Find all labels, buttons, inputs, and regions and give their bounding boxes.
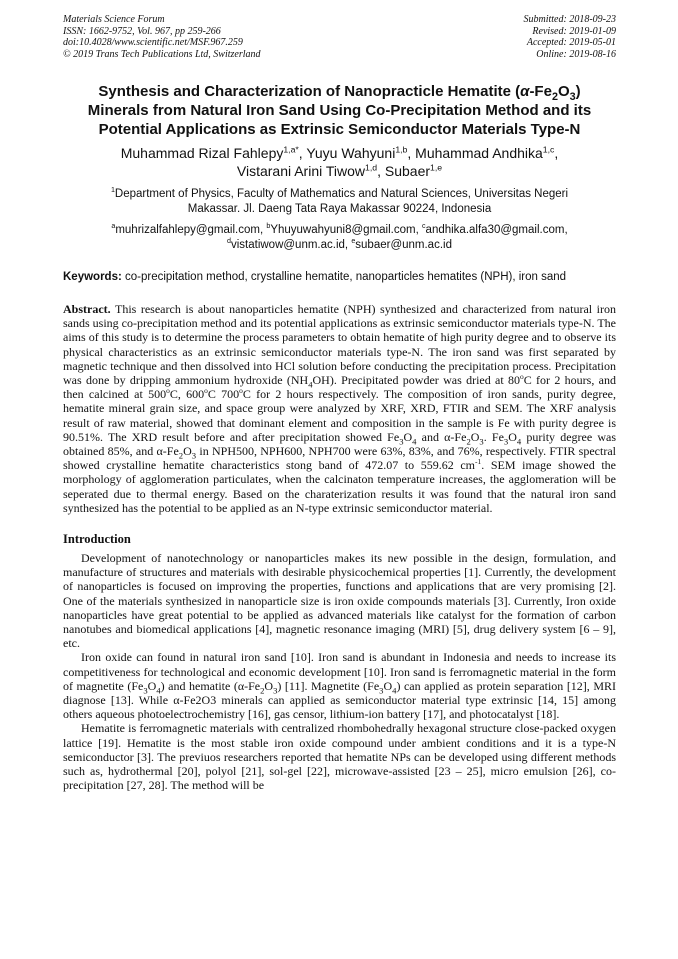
email-address: vistatiwow@unm.ac.id (230, 238, 345, 251)
keywords-text: co-precipitation method, crystalline hematite, nanoparticles hematites (NPH), iron sand (121, 271, 567, 283)
title-line-1: Synthesis and Characterization of Nanopracticle Hematite $(\alpha-Fe_2O_3)$ (98, 83, 581, 103)
keywords-label: Keywords: (63, 271, 122, 283)
journal-name: Materials Science Forum (63, 14, 165, 25)
intro-paragraph-3: Hematite is ferromagnetic materials with centralized rhombohedrally hexagonal structure close-packed oxygen lattice [19]. Hematite is the most stable iron oxide compound under ambient conditions and it is a type-N semiconductor [3]. The previuos researchers reported that hematite NPs can be developed using different methods such as, hydrothermal [20], polyol [21], sol-gel [22], microwave-assisted [23 – 25], micro emulsion [26], co-precipitation [27, 28]. The method will be (63, 721, 616, 793)
journal-copyright: © 2019 Trans Tech Publications Ltd, Switzerland (63, 48, 261, 60)
email-address: muhrizalfahlepy@gmail.com (115, 224, 260, 236)
abstract: Abstract. This research is about nanoparticles hematite (NPH) synthesized and characterized from natural iron sands using co-precipitation method and its potential applications as extrinsic semiconductor materials type-N. The aims of this study is to determine the process parameters to obtain hematite of high purity degree and to observe its physical characteristics as an extrinsic semiconductor materials type-N. The iron sand was first separated by magnetic technique and then dissolved into HCl solution before conducting the precipitation process. Precipitation was done by dripping ammonium hydroxide $(NH_4OH)$. Precipitated powder was dried at 80$^o$C for 2 hours, and then calcined at 500$^o$C, 600$^o$C 700$^o$C for 2 hours respectively. The composition of iron sands, purity degree, hematite mineral grain size, and space group were analyzed by XRF, XRD, FTIR and SEM. The XRF analysis result of raw material, showed that dominant element and composition in the sample is Fe with purity degree is 90.51%. The XRD result before and after precipitation showed $Fe_3O_4$ and $\alpha-Fe_2O_3$. $Fe_3O_4$ purity degree was obtained 85%, and $\alpha-Fe_2O_3$ in NPH500, NPH600, NPH700 were 63%, 83%, and 76%, respectively. FTIR spectral showed crystalline hematite characteristics stong band of 472.07 to 559.62 $cm^{-1}$. SEM image showed the morphology of agglomeration particulates, when the calcinaton temperature increases, the agglomeration will be seperated due to thermal energy. Based on the charaterization results it was found that the natural iron sand synthesized has the potential to be applied as an N-type extrinsic semiconductor material. (63, 302, 617, 515)
journal-header (63, 14, 616, 60)
author-name: Vistarani Arini Tiwow (236, 163, 366, 179)
author-name: Subaer (384, 163, 431, 179)
email-list: $^a$muhrizalfahlepy@gmail.com, $^b$Yhuyuwahyuni8@gmail.com, $^c$andhika.alfa30@gmail.com, $^d$vistatiwow@unm.ac.id, $^e$subaer@unm.ac.id (111, 222, 568, 251)
journal-doi: doi:10.4028/www.scientific.net/MSF.967.259 (63, 37, 243, 48)
affiliation: $^1$Department of Physics, Faculty of Mathematics and Natural Sciences, Universitas Negeri Makassar. Jl. Daeng Tata Raya Makassar 90224, Indonesia (110, 186, 569, 215)
email-address: andhika.alfa30@gmail.com (425, 224, 565, 236)
date-submitted: Submitted: 2018-09-23 (523, 14, 616, 25)
author-name: Muhammad Rizal Fahlepy (120, 145, 284, 161)
submission-dates (524, 14, 617, 60)
title-line-2: Minerals from Natural Iron Sand Using Co-Precipitation Method and its (87, 102, 592, 119)
date-online: Online: 2019-08-16 (536, 48, 616, 60)
abstract-label: Abstract. (63, 302, 111, 316)
keywords (63, 270, 616, 284)
author-name: Yuyu Wahyuni (306, 145, 396, 161)
email-address: Yhuyuwahyuni8@gmail.com (270, 224, 416, 236)
title-line-3: Potential Applications as Extrinsic Semiconductor Materials Type-N (98, 121, 581, 138)
section-heading-introduction: Introduction (63, 532, 131, 547)
paper-title (63, 82, 616, 139)
date-accepted: Accepted: 2019-05-01 (526, 37, 616, 48)
journal-issn: ISSN: 1662-9752, Vol. 967, pp 259-266 (63, 25, 221, 37)
intro-paragraph-1: Development of nanotechnology or nanoparticles makes its new possible in the design, formulation, and manufacture of structures and materials with desirable physicochemical properties [1]. Currently, the development of nanoparticles is focused on improving the properties, functions and applications that are very promising [2]. One of the materials synthesized in nanoparticle size is iron oxide compounds materials [3]. Currently, Iron oxide nanoparticles have great potential to be applied as advanced materials like catalyst for the formation of carbon nanotubes and biomedical applications [4], magnetic resonance imaging (MRI) [5], drug delivery system [6 – 9], etc. (63, 551, 616, 651)
journal-info (63, 14, 261, 60)
email-address: subaer@unm.ac.id (355, 238, 452, 251)
intro-paragraph-2: Iron oxide can found in natural iron sand [10]. Iron sand is abundant in Indonesia and needs to increase its competitiveness for technological and economic development [10]. Iron sand is ferromagnetic material in the form of magnetite $(Fe_3O_4)$ and hematite $(\alpha-Fe_2O_3)$ [11]. Magnetite $(Fe_3O_4)$ can applied as protein separation [12], MRI diagnose [13]. While α-Fe2O3 minerals can applied as semiconductor material type extrinsic [14, 15] among others aqueous photoelectrochemistry [16], gas censor, lithium-ion battery [17], and photocatalyst [18]. (63, 650, 616, 722)
date-revised: Revised: 2019-01-09 (532, 25, 616, 37)
author-name: Muhammad Andhika (415, 145, 543, 161)
author-list: Muhammad Rizal Fahlepy$^{1,a*}$, Yuyu Wahyuni$^{1,b}$, Muhammad Andhika$^{1,c}$, Vistarani Arini Tiwow$^{1,d}$, Subaer$^{1,e}$ (120, 144, 559, 179)
